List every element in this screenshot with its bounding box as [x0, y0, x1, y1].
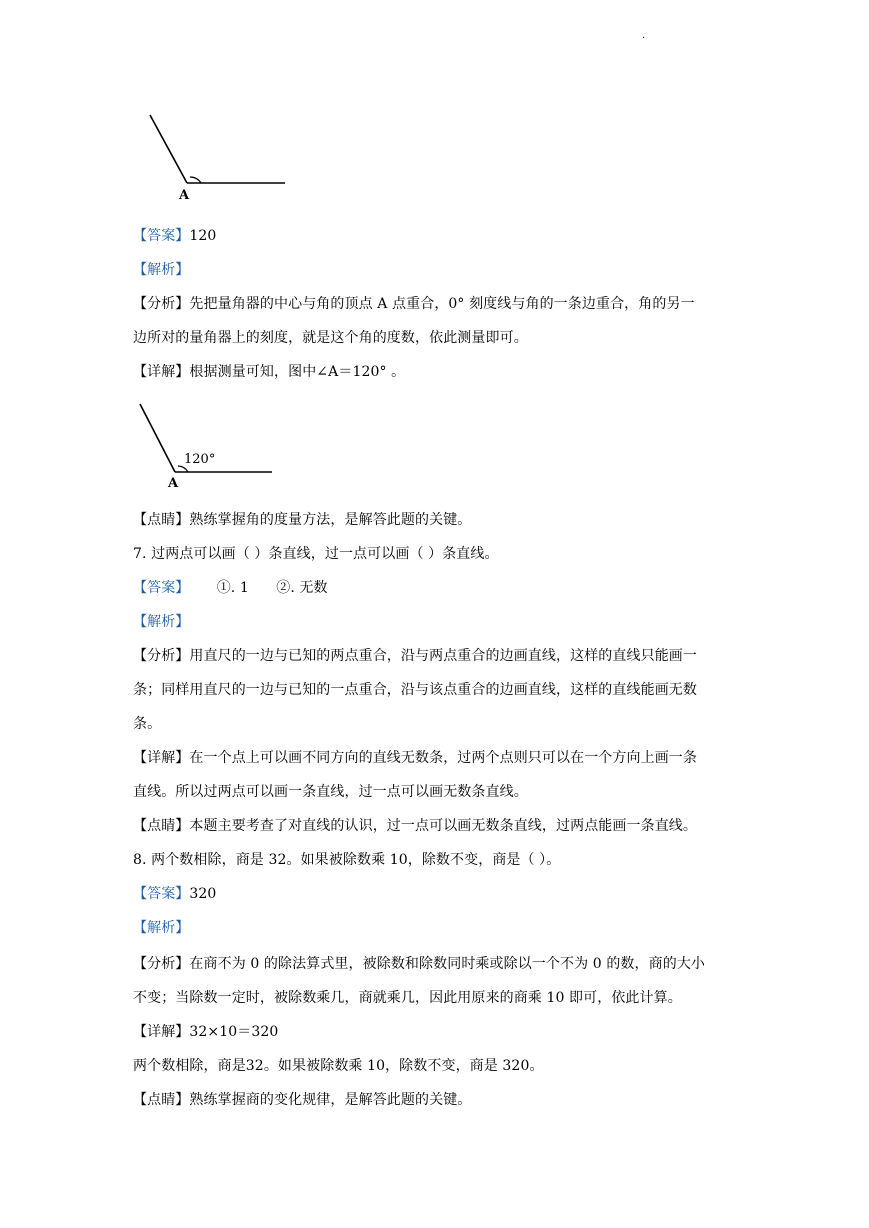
answer-value: 320 [189, 886, 217, 902]
q6-xiangjie-line [133, 362, 405, 382]
q8-jiexi-line [133, 918, 189, 938]
fenxi-tag: 【分析】 [133, 296, 190, 312]
q8-fenxi-line-2: 不变；当除数一定时，被除数乘几，商就乘几，因此用原来的商乘 10 即可，依此计算。 [133, 990, 682, 1006]
angle-figure-2 [132, 398, 292, 493]
q8-question: 8. 两个数相除，商是 32。如果被除数乘 10，除数不变，商是（ ）。 [133, 852, 561, 868]
q7-xiangjie-line-1 [133, 748, 697, 768]
vertex-label: A [168, 476, 179, 491]
dianjing-tag: 【点睛】 [133, 1092, 190, 1108]
q8-answer-line [133, 884, 216, 904]
q6-jiexi-line [133, 260, 189, 280]
q8-xiangjie-line-1 [133, 1022, 278, 1042]
angle-arc [190, 177, 201, 183]
jiexi-tag: 【解析】 [133, 614, 190, 630]
q6-fenxi-line-2: 边所对的量角器上的刻度，就是这个角的度数，依此测量即可。 [133, 330, 528, 346]
fenxi-tag: 【分析】 [133, 956, 190, 972]
angle-figure-1 [140, 110, 300, 205]
answer-value: 120 [189, 228, 217, 244]
answer-tag: 【答案】 [133, 886, 190, 902]
fenxi-text: 先把量角器的中心与角的顶点 A 点重合，0° 刻度线与角的一条边重合，角的另一 [189, 296, 695, 312]
q7-xiangjie-line-2: 直线。所以过两点可以画一条直线，过一点可以画无数条直线。 [133, 784, 528, 800]
q6-dianjing-line [133, 510, 471, 530]
dianjing-tag: 【点睛】 [133, 512, 190, 528]
angle-value-label: 120° [184, 452, 216, 467]
angle-ray-slanted [140, 404, 175, 472]
jiexi-tag: 【解析】 [133, 262, 190, 278]
xiangjie-tag: 【详解】 [133, 1024, 190, 1040]
q7-dianjing-line [133, 816, 697, 836]
answer-tag: 【答案】 [133, 228, 190, 244]
fenxi-text: 用直尺的一边与已知的两点重合，沿与两点重合的边画直线，这样的直线只能画一 [189, 648, 698, 664]
q6-answer-line [133, 226, 216, 246]
q6-fenxi-line-1 [133, 294, 695, 314]
q7-fenxi-line-3: 条。 [133, 716, 162, 732]
dianjing-text: 熟练掌握角的度量方法，是解答此题的关键。 [189, 512, 472, 528]
fenxi-tag: 【分析】 [133, 648, 190, 664]
jiexi-tag: 【解析】 [133, 920, 190, 936]
xiangjie-tag: 【详解】 [133, 750, 190, 766]
q8-dianjing-line [133, 1090, 471, 1110]
dianjing-tag: 【点睛】 [133, 818, 190, 834]
fenxi-text: 在商不为 0 的除法算式里，被除数和除数同时乘或除以一个不为 0 的数，商的大小 [189, 956, 706, 972]
q7-answer-line [133, 578, 328, 598]
angle-ray-slanted [150, 115, 187, 183]
q8-xiangjie-line-2: 两个数相除，商是32。如果被除数乘 10，除数不变，商是 320。 [133, 1058, 544, 1074]
vertex-label: A [179, 188, 190, 203]
q7-fenxi-line-2: 条；同样用直尺的一边与已知的一点重合，沿与该点重合的边画直线，这样的直线能画无数 [133, 682, 697, 698]
xiangjie-text: 在一个点上可以画不同方向的直线无数条，过两个点则只可以在一个方向上画一条 [189, 750, 698, 766]
xiangjie-text: 根据测量可知，图中∠A＝120° 。 [189, 364, 406, 380]
q8-fenxi-line-1 [133, 954, 705, 974]
dianjing-text: 熟练掌握商的变化规律，是解答此题的关键。 [189, 1092, 472, 1108]
q7-jiexi-line [133, 612, 189, 632]
dianjing-text: 本题主要考查了对直线的认识，过一点可以画无数条直线，过两点能画一条直线。 [189, 818, 698, 834]
q7-question: 7. 过两点可以画（ ）条直线，过一点可以画（ ）条直线。 [133, 546, 499, 562]
q7-fenxi-line-1 [133, 646, 697, 666]
header-dot: . [642, 30, 646, 41]
xiangjie-text: 32×10＝320 [189, 1024, 279, 1040]
answer-value: ①. 1 ②. 无数 [189, 580, 328, 596]
xiangjie-tag: 【详解】 [133, 364, 190, 380]
answer-tag: 【答案】 [133, 580, 190, 596]
